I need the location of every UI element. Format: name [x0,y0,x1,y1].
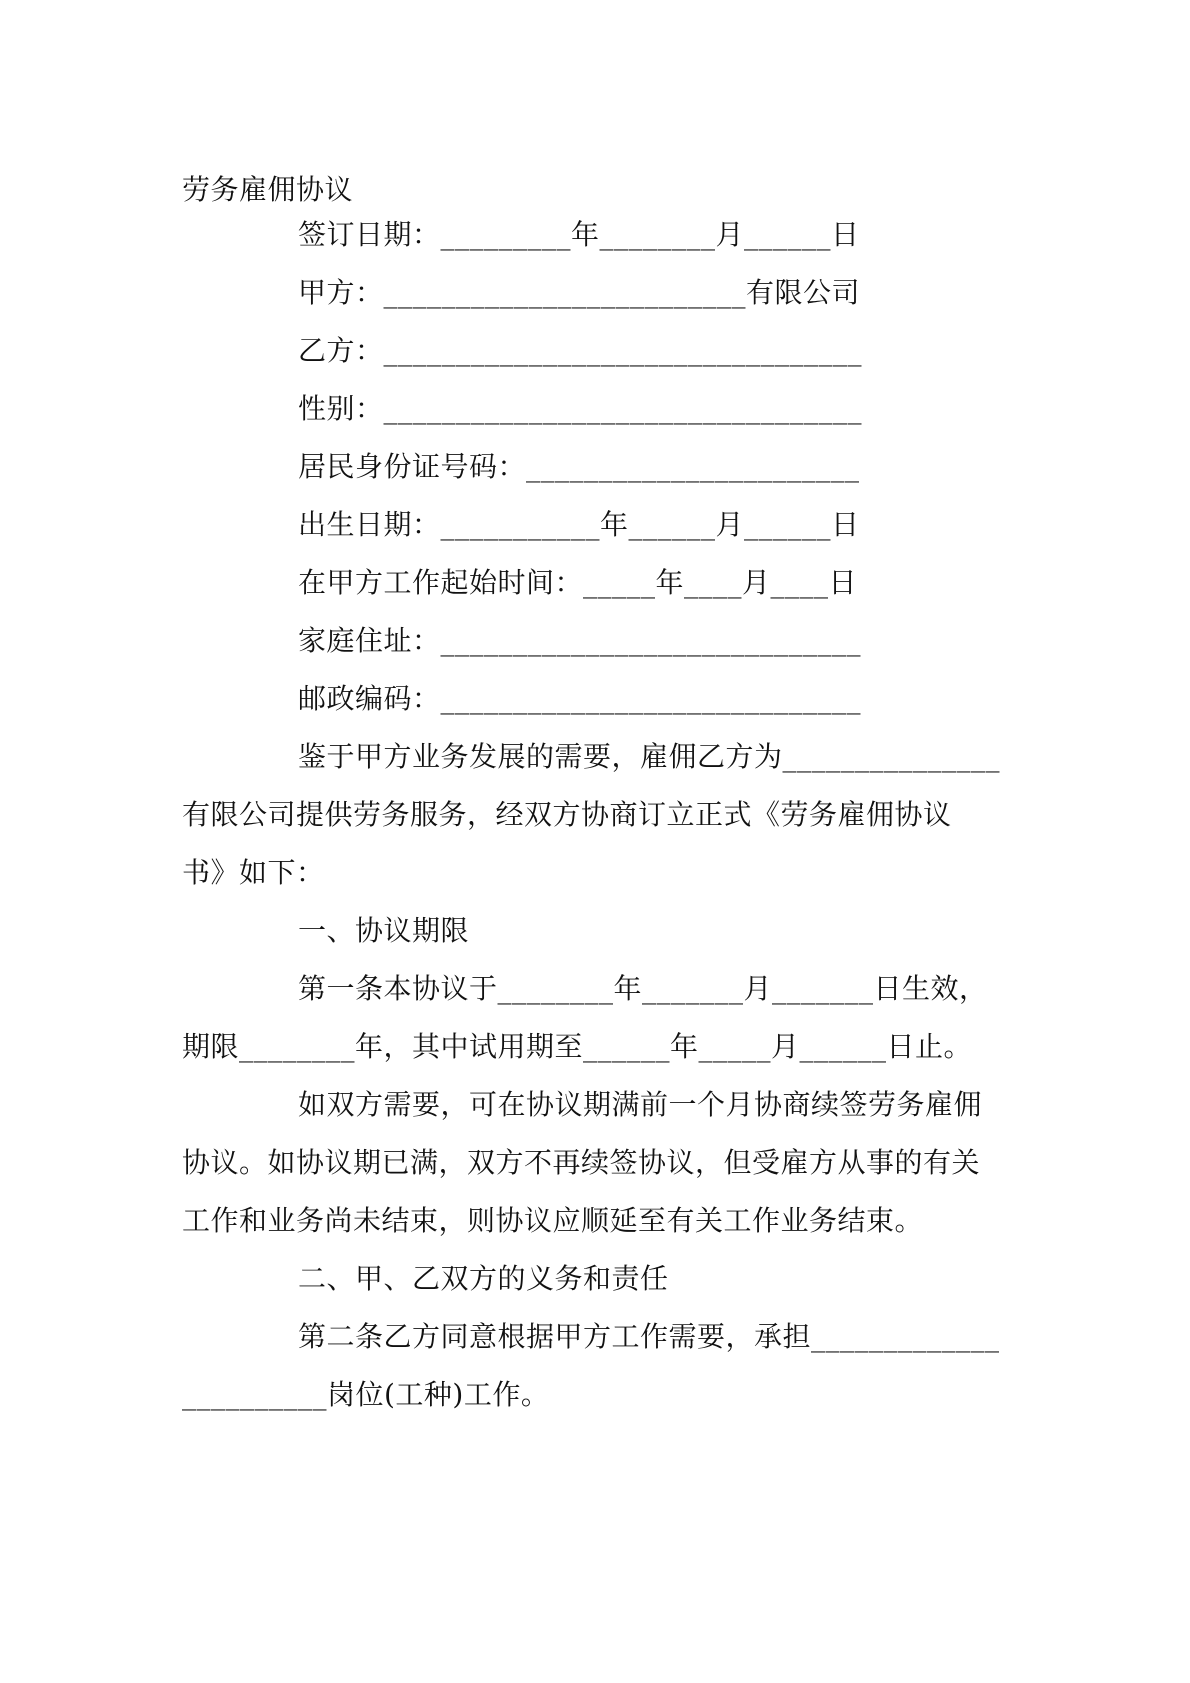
renewal-line: 如双方需要，可在协议期满前一个月协商续签劳务雇佣 [298,1088,983,1121]
document-title: 劳务雇佣协议 [182,173,354,206]
section-heading: 二、甲、乙双方的义务和责任 [298,1262,669,1295]
article-1-line: 第一条本协议于________年_______月_______日生效， [298,972,988,1005]
field-gender: 性别：_________________________________ [298,392,863,425]
field-id-number: 居民身份证号码：_______________________ [298,450,860,483]
field-party-a: 甲方：_________________________有限公司 [298,276,861,309]
field-postal-code: 邮政编码：_____________________________ [298,682,862,715]
field-birth-date: 出生日期：___________年______月______日 [298,508,860,541]
article-1-line: 期限________年，其中试用期至______年_____月______日止。 [182,1030,973,1063]
field-party-b: 乙方：_________________________________ [298,334,863,367]
renewal-line: 工作和业务尚未结束，则协议应顺延至有关工作业务结束。 [182,1204,924,1237]
preamble-line: 书》如下： [182,856,325,889]
field-home-address: 家庭住址：_____________________________ [298,624,862,657]
preamble-line: 鉴于甲方业务发展的需要，雇佣乙方为_______________ [298,740,1001,773]
preamble-line: 有限公司提供劳务服务，经双方协商订立正式《劳务雇佣协议 [182,798,952,831]
field-sign-date: 签订日期：_________年________月______日 [298,218,860,251]
article-2-line: 第二条乙方同意根据甲方工作需要，承担_____________ [298,1320,1000,1353]
section-heading: 一、协议期限 [298,914,470,947]
field-start-time: 在甲方工作起始时间：_____年____月____日 [298,566,858,599]
renewal-line: 协议。如协议期已满，双方不再续签协议，但受雇方从事的有关 [182,1146,981,1179]
article-2-line: __________岗位(工种)工作。 [182,1378,550,1411]
